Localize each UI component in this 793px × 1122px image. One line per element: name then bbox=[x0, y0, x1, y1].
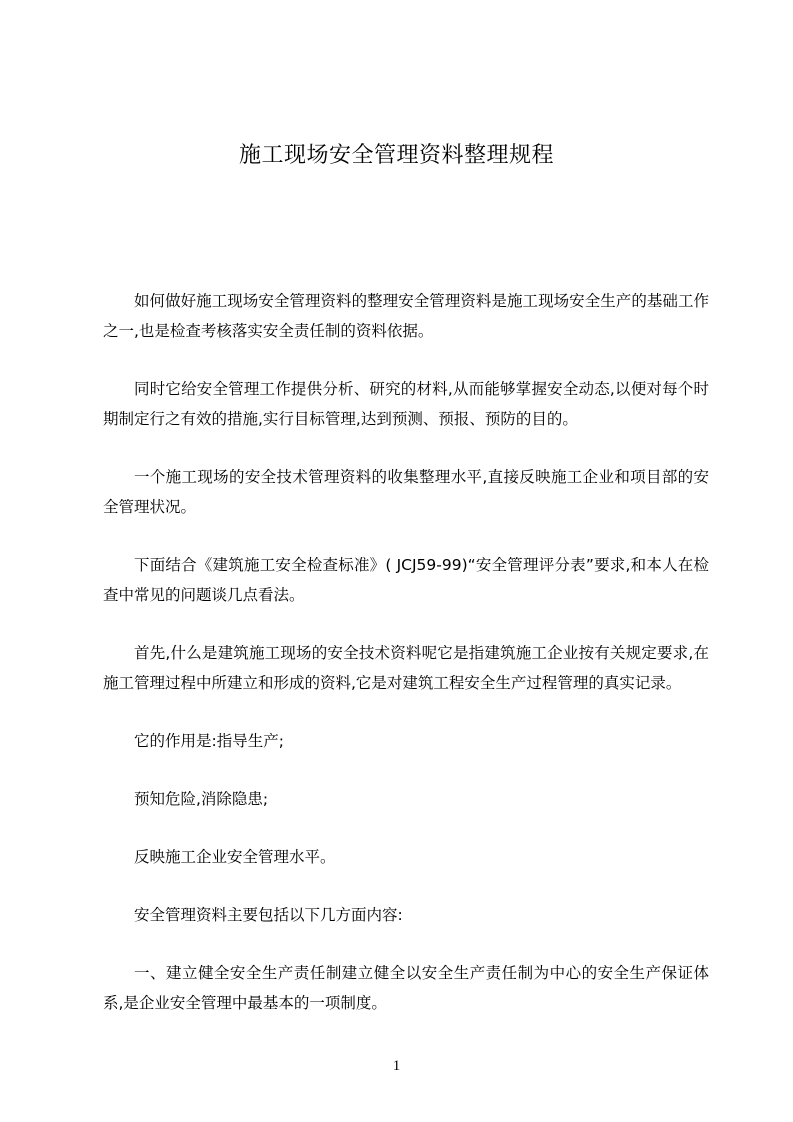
paragraph-4: 下面结合《建筑施工安全检查标准》( JCJ59-99)“安全管理评分表”要求,和本人在检查中常见的问题谈几点看法。 bbox=[103, 556, 709, 604]
paragraph-8: 反映施工企业安全管理水平。 bbox=[134, 848, 336, 866]
paragraph-6: 它的作用是:指导生产; bbox=[134, 732, 284, 750]
page-number: 1 bbox=[392, 1058, 401, 1074]
paragraph-9: 安全管理资料主要包括以下几方面内容: bbox=[134, 906, 403, 924]
document-body bbox=[103, 286, 709, 1018]
paragraph-10: 一、建立健全安全生产责任制建立健全以安全生产责任制为中心的安全生产保证体系,是企业安全管理中最基本的一项制度。 bbox=[103, 964, 709, 1012]
paragraph-2: 同时它给安全管理工作提供分析、研究的材料,从而能够掌握安全动态,以便对每个时期制定行之有效的措施,实行目标管理,达到预测、预报、预防的目的。 bbox=[103, 380, 709, 428]
paragraph-5: 首先,什么是建筑施工现场的安全技术资料呢它是指建筑施工企业按有关规定要求,在施工管理过程中所建立和形成的资料,它是对建筑工程安全生产过程管理的真实记录。 bbox=[103, 644, 709, 692]
paragraph-7: 预知危险,消除隐患; bbox=[134, 790, 269, 808]
document-title: 施工现场安全管理资料整理规程 bbox=[238, 143, 554, 168]
paragraph-3: 一个施工现场的安全技术管理资料的收集整理水平,直接反映施工企业和项目部的安全管理状况。 bbox=[103, 468, 709, 516]
paragraph-1: 如何做好施工现场安全管理资料的整理安全管理资料是施工现场安全生产的基础工作之一,也是检查考核落实安全责任制的资料依据。 bbox=[103, 292, 709, 340]
